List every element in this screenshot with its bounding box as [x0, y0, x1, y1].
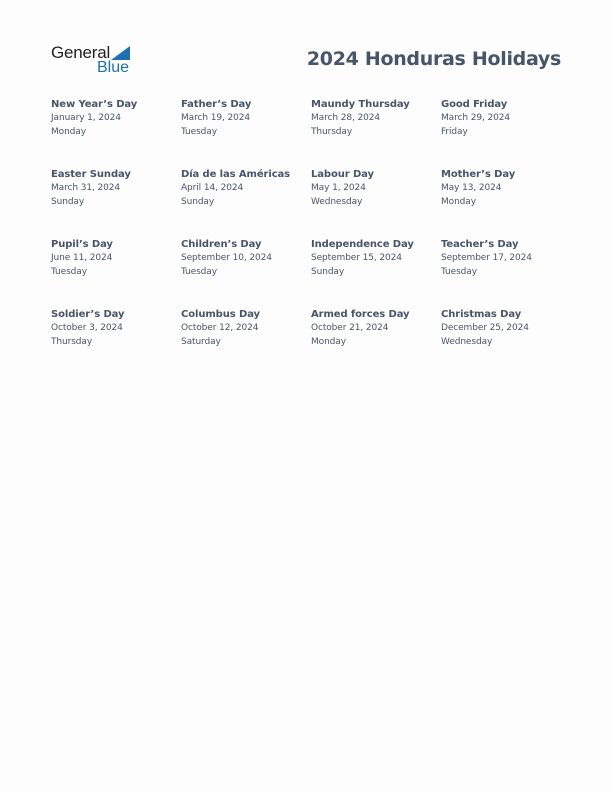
holiday-name: Armed forces Day: [311, 309, 410, 320]
holiday-date: March 19, 2024: [181, 113, 250, 123]
logo-triangle-icon: [111, 46, 130, 60]
holiday-name: Christmas Day: [441, 309, 522, 320]
holiday-weekday: Thursday: [51, 336, 93, 347]
holiday-name: Father’s Day: [181, 99, 252, 110]
holiday-item: [51, 238, 181, 308]
holiday-name: Columbus Day: [181, 309, 260, 320]
holiday-date: May 13, 2024: [441, 183, 502, 193]
holiday-weekday: Tuesday: [181, 126, 217, 137]
holiday-weekday: Sunday: [181, 196, 215, 207]
holiday-weekday: Thursday: [311, 126, 353, 137]
holiday-name: Good Friday: [441, 99, 508, 110]
holiday-weekday: Tuesday: [51, 266, 87, 277]
holiday-item: [441, 238, 571, 308]
holiday-date: December 25, 2024: [441, 323, 529, 333]
holiday-name: Día de las Américas: [181, 169, 291, 180]
holiday-name: Soldier’s Day: [51, 309, 125, 320]
holiday-name: Children’s Day: [181, 239, 262, 250]
holiday-item: [441, 308, 571, 378]
holiday-item: [311, 238, 441, 308]
holiday-item: [181, 168, 311, 238]
holiday-name: Independence Day: [311, 239, 414, 250]
holiday-weekday: Wednesday: [311, 196, 363, 207]
holiday-date: September 15, 2024: [311, 253, 402, 263]
holiday-item: [181, 308, 311, 378]
holiday-item: [311, 168, 441, 238]
holiday-item: [441, 168, 571, 238]
holiday-weekday: Monday: [51, 126, 86, 137]
holiday-weekday: Monday: [441, 196, 476, 207]
holiday-date: September 17, 2024: [441, 253, 532, 263]
holiday-weekday: Saturday: [181, 336, 221, 347]
page-title: 2024 Honduras Holidays: [306, 48, 561, 70]
holiday-name: Maundy Thursday: [311, 99, 410, 110]
holiday-date: April 14, 2024: [181, 183, 244, 193]
holiday-name: Easter Sunday: [51, 169, 131, 180]
holiday-weekday: Sunday: [311, 266, 345, 277]
holiday-weekday: Wednesday: [441, 336, 493, 347]
holiday-date: May 1, 2024: [311, 183, 366, 193]
holiday-date: March 28, 2024: [311, 113, 380, 123]
holiday-grid: [51, 98, 571, 378]
generalblue-logo: [51, 44, 141, 78]
holiday-name: Teacher’s Day: [441, 239, 519, 250]
holiday-weekday: Sunday: [51, 196, 85, 207]
holiday-date: October 3, 2024: [51, 323, 123, 333]
holiday-weekday: Friday: [441, 126, 468, 137]
holiday-item: [181, 238, 311, 308]
logo-word-general: General: [51, 43, 111, 62]
holiday-date: January 1, 2024: [51, 113, 121, 123]
holiday-name: Labour Day: [311, 169, 374, 180]
holiday-item: [51, 168, 181, 238]
holiday-name: Mother’s Day: [441, 169, 516, 180]
holiday-date: September 10, 2024: [181, 253, 272, 263]
holiday-date: March 31, 2024: [51, 183, 120, 193]
holiday-item: [51, 98, 181, 168]
holiday-date: June 11, 2024: [51, 253, 113, 263]
holiday-item: [441, 98, 571, 168]
holiday-name: Pupil’s Day: [51, 239, 113, 250]
holiday-date: October 12, 2024: [181, 323, 259, 333]
logo-word-blue: Blue: [97, 59, 130, 76]
holiday-weekday: Monday: [311, 336, 346, 347]
holiday-name: New Year’s Day: [51, 99, 138, 110]
holiday-weekday: Tuesday: [441, 266, 477, 277]
holiday-date: March 29, 2024: [441, 113, 510, 123]
holiday-item: [181, 98, 311, 168]
holiday-item: [311, 308, 441, 378]
holiday-date: October 21, 2024: [311, 323, 389, 333]
holiday-item: [51, 308, 181, 378]
holiday-item: [311, 98, 441, 168]
holiday-weekday: Tuesday: [181, 266, 217, 277]
